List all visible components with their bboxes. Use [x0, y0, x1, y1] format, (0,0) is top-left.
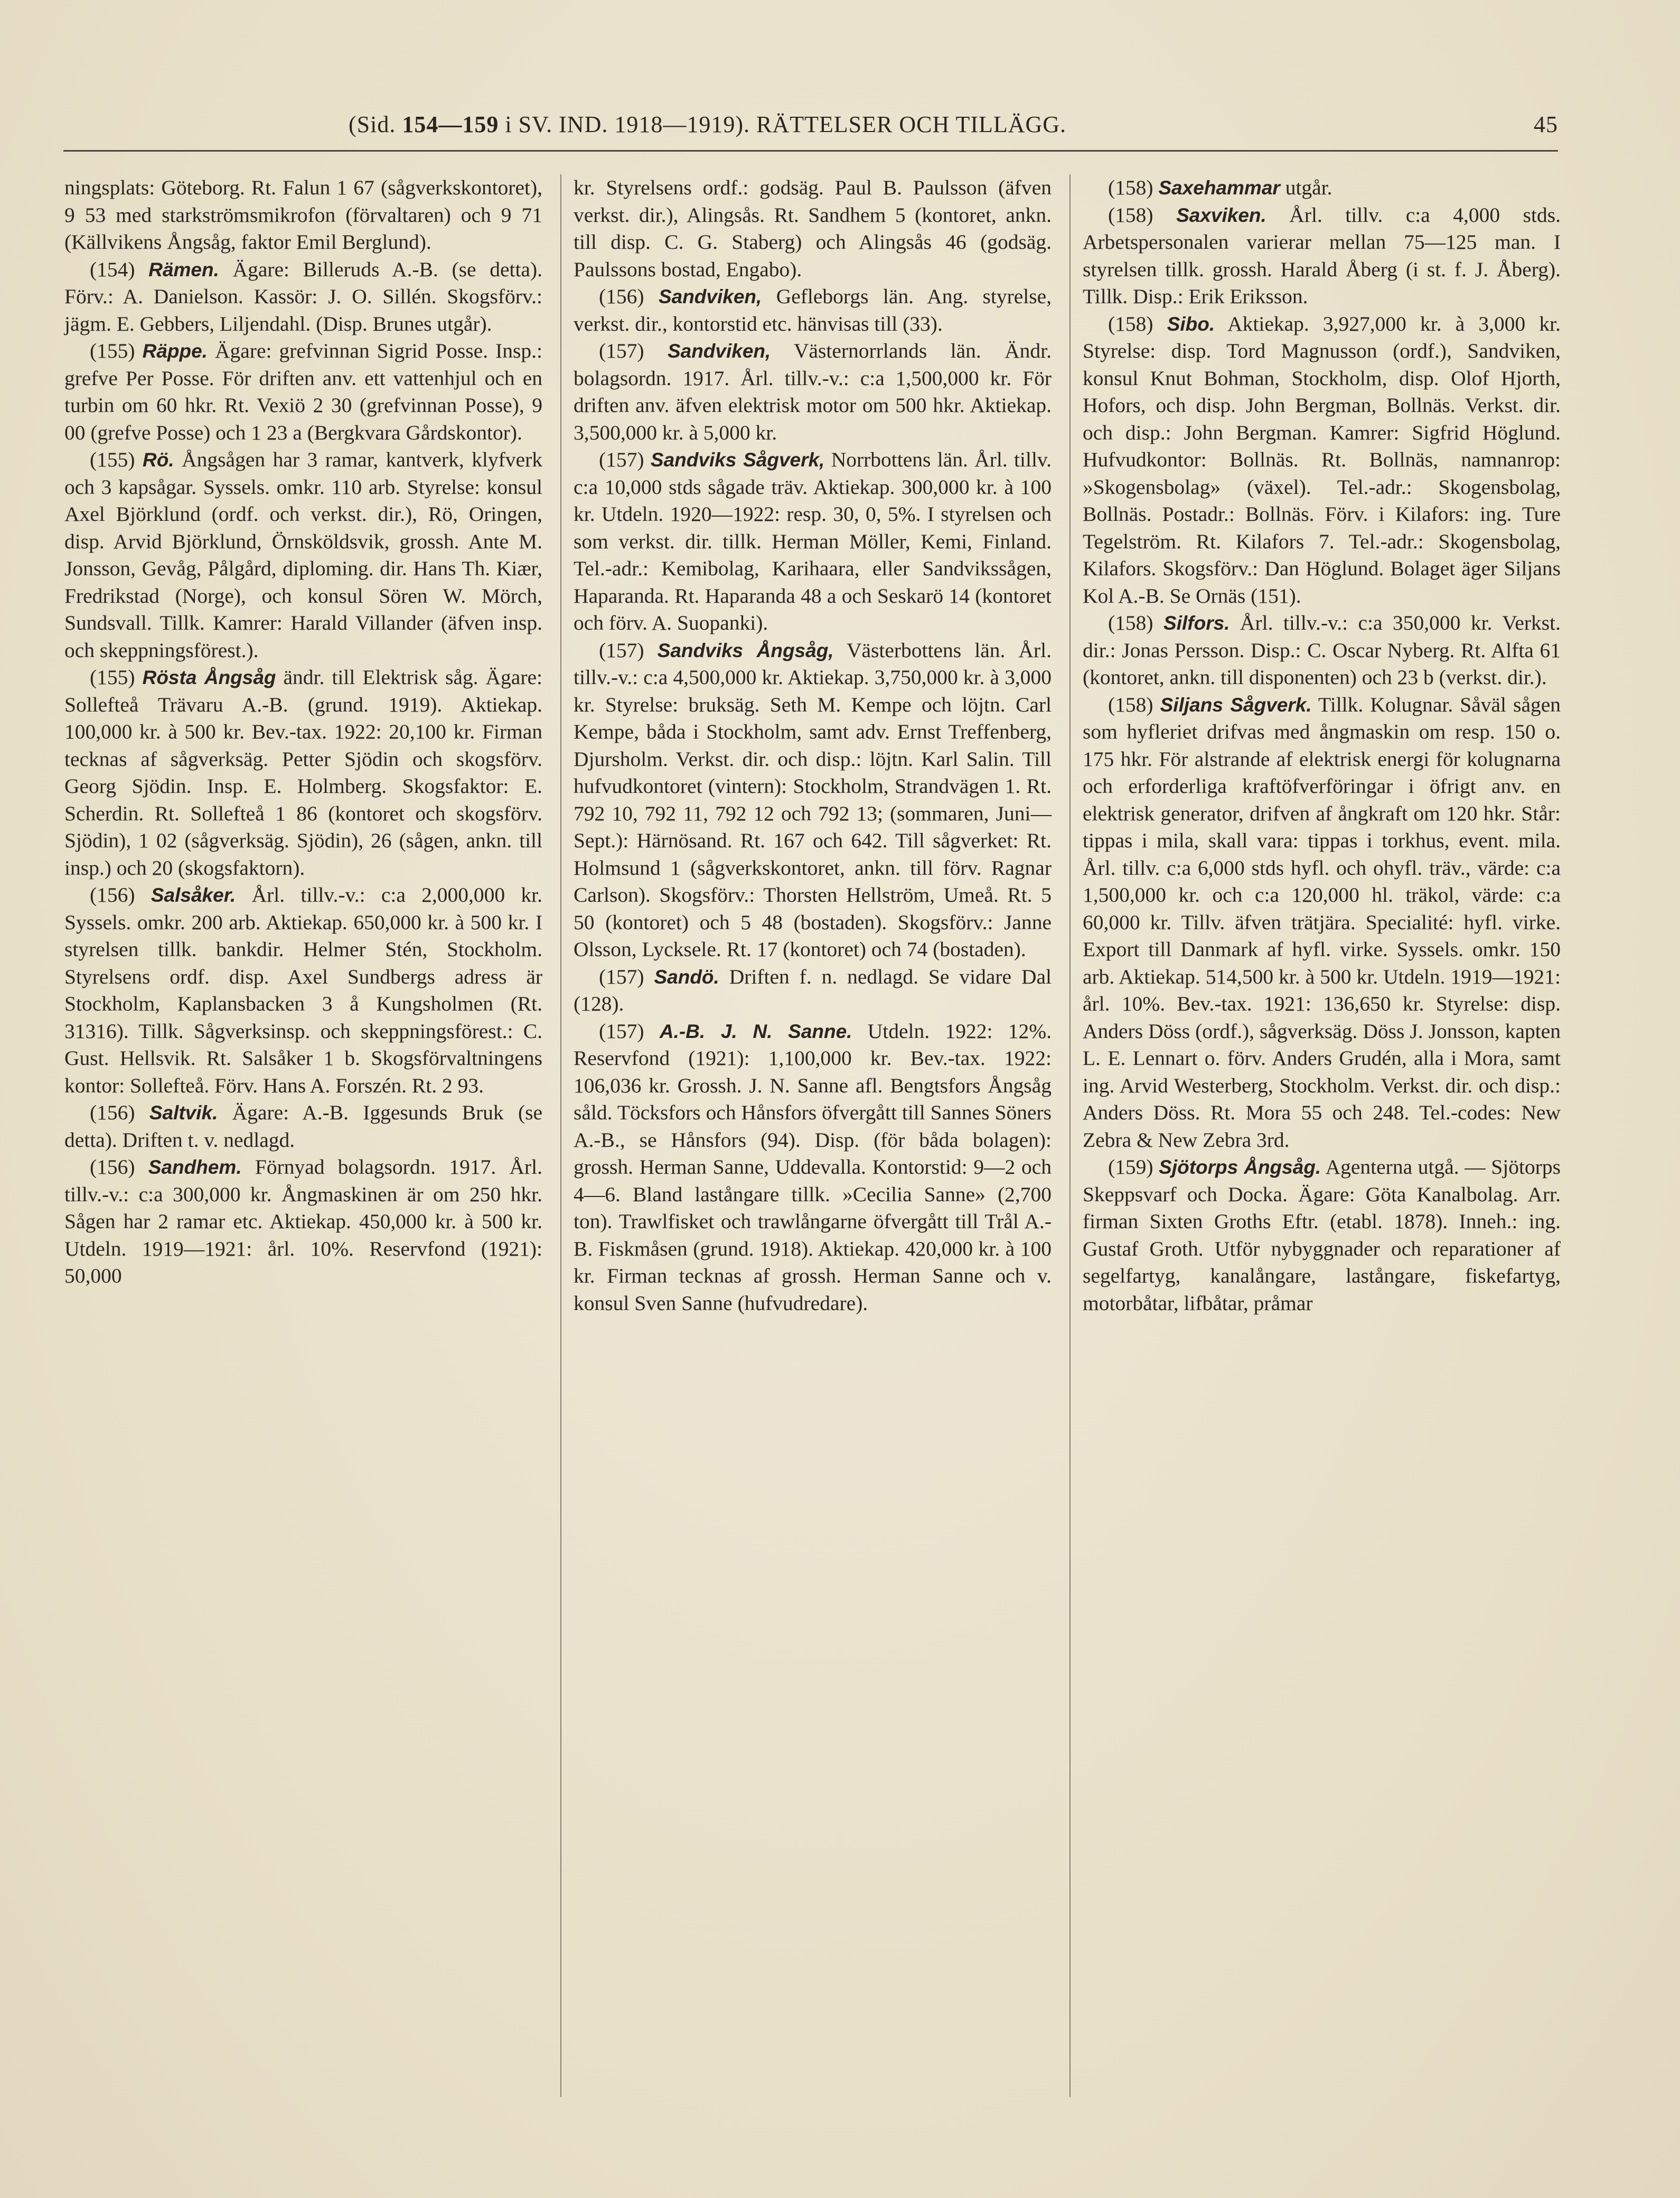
entry-text: Ägare: Billeruds A.-B. (se detta). Förv.: A. Danielson. Kassör: J. O. Sillén. Skogsförv.: jägm. E. Gebbers, Liljendahl. (Disp. Brunes utgår). [64, 257, 542, 335]
entry-heading: Rö. [143, 449, 174, 471]
entry-text: Tillk. Kolugnar. Såväl sågen som hyfleriet drifvas med ångmaskin om resp. 150 o. 175 hkr. För alstrande af elektrisk energi för kolugnarna och erforderliga kraftöfverföringar i öfrigt anv. en elektrisk generator, drifven af ångkraft om 120 hkr. Står: tippas i mila, skall vara: tippas i torkhus, event. mila. Årl. tillv. c:a 6,000 stds hyfl. och ohyfl. träv., värde: c:a 1,500,000 kr. och c:a 120,000 hl. träkol, värde: c:a 60,000 kr. Tillv. äfven trätjära. Specialité: hyfl. virke. Export till Danmark af hyfl. virke. Syssels. omkr. 150 arb. Aktiekap. 514,500 kr. à 500 kr. Utdeln. 1919—1921: årl. 10%. Bev.-tax. 1921: 136,650 kr. Styrelse: disp. Anders Döss (ordf.), sågverksäg. Döss J. Jonsson, kapten L. E. Lennart o. förv. Anders Grudén, alla i Mora, samt ing. Arvid Westerberg, Stockholm. Verkst. dir. och disp.: Anders Döss. Rt. Mora 55 och 248. Tel.-codes: New Zebra & New Zebra 3rd. [1083, 693, 1561, 1152]
entry-text: Agenterna utgå. — Sjötorps Skeppsvarf och Docka. Ägare: Göta Kanalbolag. Arr. firman Sixten Groths Eftr. (etabl. 1878). Inneh.: ing. Gustaf Groth. Utför nybyggnader och reparationer af segelfartyg, kanalångare, lastångare, fiskefartyg, motorbåtar, lifbåtar, pråmar [1083, 1155, 1561, 1315]
entry-heading: Silfors. [1163, 612, 1230, 634]
entry [574, 446, 1052, 637]
entry-number: (157) [599, 448, 651, 471]
entry-heading: Sandviks Ångsåg, [657, 639, 834, 661]
entry-text: Ägare: grefvinnan Sigrid Posse. Insp.: grefve Per Posse. För driften anv. ett vattenhjul och en turbin om 60 hkr. Rt. Vexiö 2 30 (grefvinnan Posse), 9 00 (grefve Posse) och 1 23 a (Bergkvara Gårdskontor). [64, 339, 542, 444]
entry-number: (158) [1108, 176, 1159, 199]
entry [64, 446, 542, 664]
entry-number: (157) [599, 1019, 660, 1043]
entry-text: Norrbottens län. Årl. tillv. c:a 10,000 stds sågade träv. Aktiekap. 300,000 kr. à 100 kr. Utdeln. 1920—1922: resp. 30, 0, 5%. I styrelsen och som verkst. dir. tillk. Herman Möller, Kemi, Finland. Tel.-adr.: Kemibolag, Karihaara, eller Sandvikssågen, Haparanda. Rt. Haparanda 48 a och Seskarö 14 (kontoret och förv. A. Suopanki). [574, 448, 1052, 634]
entry-heading: Saxviken. [1176, 204, 1266, 226]
entry-text: Ägare: A.-B. Iggesunds Bruk (se detta). Driften t. v. nedlagd. [64, 1101, 542, 1152]
entry-heading: Saltvik. [149, 1102, 218, 1124]
entry-heading: Sandviken, [667, 340, 771, 362]
entry-number: (155) [90, 339, 143, 362]
entry [1083, 202, 1561, 311]
entry [1083, 1154, 1561, 1317]
entry-text: Gefleborgs län. Ang. styrelse, verkst. dir., kontorstid etc. hänvisas till (33). [574, 285, 1052, 335]
entry [64, 1154, 542, 1290]
entry-heading: A.-B. J. N. Sanne. [659, 1020, 852, 1042]
entry-number: (156) [90, 883, 151, 906]
entry-heading: Sandö. [654, 966, 719, 988]
page-header [63, 106, 1558, 148]
text-column-1 [64, 174, 542, 1290]
running-head [349, 111, 1066, 138]
entry-text: Förnyad bolagsordn. 1917. Årl. tillv.-v.: c:a 300,000 kr. Ångmaskinen är om 250 hkr. Sågen har 2 ramar etc. Aktiekap. 450,000 kr. à 500 kr. Utdeln. 1919—1921: årl. 10%. Reservfond (1921): 50,000 [64, 1155, 543, 1287]
entry [64, 664, 542, 882]
entry-text: Aktiekap. 3,927,000 kr. à 3,000 kr. Styrelse: disp. Tord Magnusson (ordf.), Sandviken, konsul Knut Bohman, Stockholm, disp. Olof Hjorth, Hofors, och disp. John Bergman, Bollnäs. Verkst. dir. och disp.: John Bergman. Kamrer: Sigfrid Höglund. Hufvudkontor: Bollnäs. Rt. Bollnäs, namnanrop: »Skogensbolag» (växel). Tel.-adr.: Skogensbolag, Bollnäs. Postadr.: Bollnäs. Förv. i Kilafors: ing. Ture Tegelström. Rt. Kilafors 7. Tel.-adr.: Skogensbolag, Kilafors. Skogsförv.: Dan Höglund. Bolaget äger Siljans Kol A.-B. Se Ornäs (151). [1083, 312, 1561, 607]
page-number: 45 [1534, 111, 1558, 137]
entry [574, 338, 1052, 446]
entry [64, 174, 542, 256]
entry-heading: Sibo. [1167, 313, 1215, 335]
entry-heading: Saxehammar [1158, 177, 1280, 199]
entry-text: Ångsågen har 3 ramar, kantverk, klyfverk och 3 kapsågar. Syssels. omkr. 110 arb. Styrelse: konsul Axel Björklund (ordf. och verkst. dir.), Rö, Oringen, disp. Arvid Björklund, Örnsköldsvik, grossh. Ante M. Jonsson, Gevåg, Pålgård, diploming. dir. Hans Th. Kiær, Fredrikstad (Norge), och konsul Sören W. Mörch, Sundsvall. Tillk. Kamrer: Harald Villander (äfven insp. och skeppningsförest.). [64, 448, 542, 662]
header-rule [63, 150, 1558, 152]
entry [574, 1018, 1052, 1317]
entry-number: (157) [599, 638, 658, 662]
entry-heading: Sandviken, [658, 286, 762, 307]
entry-text: Västernorrlands län. Ändr. bolagsordn. 1917. Årl. tillv.-v.: c:a 1,500,000 kr. För driften anv. äfven elektrisk motor om 500 hkr. Aktiekap. 3,500,000 kr. à 5,000 kr. [574, 339, 1052, 444]
entry [1083, 610, 1561, 691]
entry-heading: Sandviks Sågverk, [650, 449, 825, 471]
entry-number: (157) [599, 339, 668, 362]
entry-heading: Räppe. [142, 340, 208, 362]
entry-number: (156) [599, 285, 659, 308]
running-head-prefix: (Sid. [349, 111, 402, 137]
entry-number: (154) [90, 257, 149, 281]
entry-heading: Sandhem. [148, 1156, 242, 1178]
entry [64, 256, 542, 338]
entry-number: (157) [599, 965, 654, 988]
entry-number: (158) [1108, 693, 1160, 716]
entry-number: (159) [1108, 1155, 1159, 1178]
entry-text: kr. Styrelsens ordf.: godsäg. Paul B. Paulsson (äfven verkst. dir.), Alingsås. Rt. Sandhem 5 (kontoret, ankn. till disp. C. G. Staberg) och Alingsås 46 (godsäg. Paulssons bostad, Engabo). [574, 176, 1052, 281]
entry-heading: Rösta Ångsåg [142, 667, 276, 688]
running-head-title: i SV. IND. 1918—1919). RÄTTELSER OCH TILLÄGG. [499, 111, 1067, 137]
text-column-2 [574, 174, 1052, 1317]
entry-text: Årl. tillv.-v.: c:a 350,000 kr. Verkst. dir.: Jonas Persson. Disp.: C. Oscar Nyberg. Rt. Alfta 61 (kontoret, ankn. till disponenten) och 23 b (verkst. dir.). [1083, 611, 1561, 689]
entry-heading: Sjötorps Ångsåg. [1159, 1156, 1321, 1178]
entry-heading: Salsåker. [151, 884, 236, 906]
entry [64, 338, 542, 446]
entry-text: Västerbottens län. Årl. tillv.-v.: c:a 4,500,000 kr. Aktiekap. 3,750,000 kr. à 3,000 kr. Styrelse: bruksäg. Seth M. Kempe och löjtn. Carl Kempe, båda i Stockholm, samt adv. Ernst Treffenberg, Djursholm. Verkst. dir. och disp.: löjtn. Karl Salin. Till hufvudkontoret (vintern): Stockholm, Strandvägen 1. Rt. 792 10, 792 11, 792 12 och 792 13; (sommaren, Juni—Sept.): Härnösand. Rt. 167 och 642. Till sågverket: Rt. Holmsund 1 (sågverkskontoret, ankn. till förv. Ragnar Carlson). Skogsförv.: Thorsten Hellström, Umeå. Rt. 5 50 (kontoret) och 5 48 (bostaden). Skogsförv.: Janne Olsson, Lycksele. Rt. 17 (kontoret) och 74 (bostaden). [574, 638, 1052, 961]
entry [574, 283, 1052, 338]
column-divider [1069, 174, 1071, 2097]
entry-heading: Rämen. [148, 258, 219, 280]
entry [64, 1099, 542, 1154]
entry-text: ningsplats: Göteborg. Rt. Falun 1 67 (sågverkskontoret), 9 53 med starkströmsmikrofon (förvaltaren) och 9 71 (Källvikens Ångsåg, faktor Emil Berglund). [64, 176, 542, 254]
entry-number: (155) [90, 448, 143, 471]
entry [64, 882, 542, 1099]
text-column-3 [1083, 174, 1561, 1317]
entry-text: Utdeln. 1922: 12%. Reservfond (1921): 1,100,000 kr. Bev.-tax. 1922: 106,036 kr. Grossh. J. N. Sanne afl. Bengtsfors Ångsåg såld. Töcksfors och Hånsfors öfvergått till Sannes Söners A.-B., se Hånsfors (94). Disp. (för båda bolagen): grossh. Herman Sanne, Uddevalla. Kontorstid: 9—2 och 4—6. Bland lastångare tillk. »Cecilia Sanne» (2,700 ton). Trawlfisket och trawlångarne öfvergått till Trål A.-B. Fiskmåsen (grund. 1918). Aktiekap. 420,000 kr. à 100 kr. Firman tecknas af grossh. Herman Sanne och v. konsul Sven Sanne (hufvudredare). [574, 1019, 1052, 1315]
column-divider [560, 174, 561, 2097]
entry-number: (156) [90, 1155, 148, 1178]
entry [574, 964, 1052, 1018]
entry-number: (156) [90, 1101, 149, 1124]
entry-number: (158) [1108, 312, 1167, 335]
entry-number: (155) [90, 666, 143, 689]
entry-text: Årl. tillv.-v.: c:a 2,000,000 kr. Syssels. omkr. 200 arb. Aktiekap. 650,000 kr. à 500 kr. I styrelsen tillk. bankdir. Helmer Stén, Stockholm. Styrelsens ordf. disp. Axel Sundbergs adress är Stockholm, Kaplansbacken 3 å Kungsholmen (Rt. 31316). Tillk. Sågverksinsp. och skeppningsförest.: C. Gust. Hellsvik. Rt. Salsåker 1 b. Skogsförvaltningens kontor: Sollefteå. Förv. Hans A. Forszén. Rt. 2 93. [64, 883, 543, 1097]
entry [574, 637, 1052, 964]
entry-text: ändr. till Elektrisk såg. Ägare: Sollefteå Trävaru A.-B. (grund. 1919). Aktiekap. 100,000 kr. à 500 kr. Bev.-tax. 1922: 20,100 kr. Firman tecknas af sågverksäg. Petter Sjödin och skogsförv. Georg Sjödin. Insp. E. Holmberg. Skogsfaktor: E. Scherdin. Rt. Sollefteå 1 86 (kontoret och skogsförv. Sjödin), 1 02 (sågverksäg. Sjödin), 26 (sågen, ankn. till insp.) och 20 (skogsfaktorn). [64, 666, 542, 880]
entry-heading: Siljans Sågverk. [1160, 694, 1312, 716]
entry [1083, 311, 1561, 610]
entry [1083, 691, 1561, 1154]
entry [1083, 174, 1561, 202]
entry-number: (158) [1108, 611, 1164, 634]
running-head-pages: 154—159 [402, 111, 499, 137]
entry-text: utgår. [1280, 176, 1332, 199]
entry [574, 174, 1052, 283]
entry-number: (158) [1108, 203, 1177, 227]
entry-text: Driften f. n. nedlagd. Se vidare Dal (128). [574, 965, 1052, 1015]
entry-text: Årl. tillv. c:a 4,000 stds. Arbetspersonalen varierar mellan 75—125 man. I styrelsen tillk. grossh. Harald Åberg (i st. f. J. Åberg). Tillk. Disp.: Erik Eriksson. [1083, 203, 1561, 308]
